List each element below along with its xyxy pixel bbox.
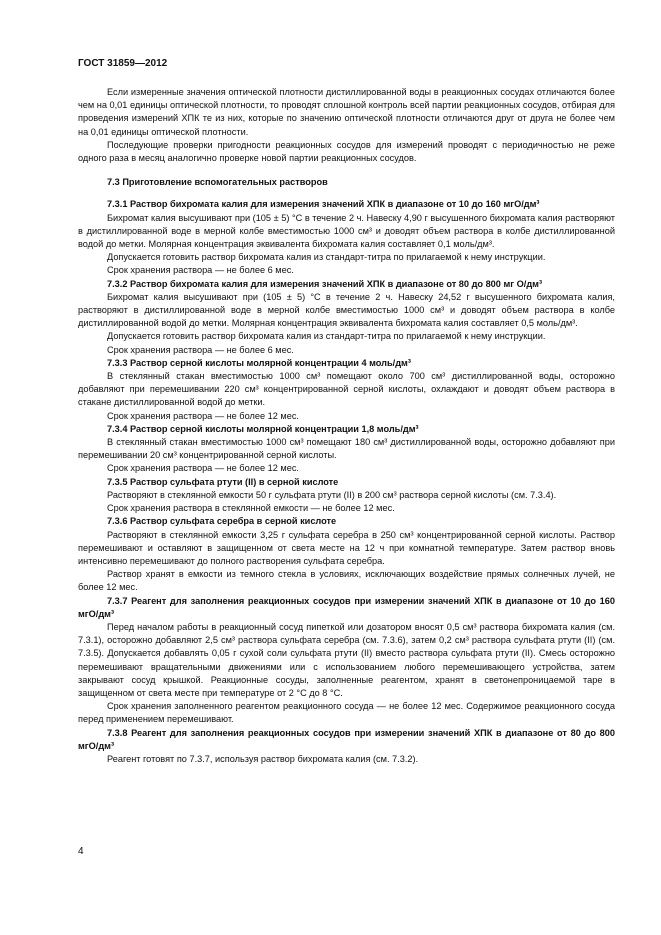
paragraph: Срок хранения раствора — не более 12 мес.	[107, 463, 299, 474]
subsection-heading: 7.3.3 Раствор серной кислоты молярной концентрации 4 моль/дм³	[107, 357, 411, 368]
paragraph: Срок хранения раствора — не более 6 мес.	[107, 265, 294, 276]
paragraph: Срок хранения раствора в стеклянной емкости — не более 12 мес.	[107, 503, 395, 514]
subsection-heading: 7.3.2 Раствор бихромата калия для измерения значений ХПК в диапазоне от 80 до 800 мг О/дм³	[107, 278, 543, 289]
paragraph: Перед началом работы в реакционный сосуд пипеткой или дозатором вносят 0,5 см³ раствора бихромата калия (см. 7.3.1), осторожно добавляют 2,5 см³ раствора сульфата серебра (см. 7.3.6), затем 0,2 см³ раствора сульфата ртути (II) (см. 7.3.5). Допускается добавлять 0,05 г сухой соли сульфата ртути (II) вместо раствора сульфата ртути (II). Смесь осторожно перемешивают вращательными движениями или с использованием любого перемешивающего устройства, затем закрывают сосуд крышкой. Реакционные сосуды, заполненные реагентом, хранят в светонепроницаемой таре в защищенном от света месте при температуре от 2 °С до 8 °С.	[78, 621, 615, 698]
section-heading: 7.3 Приготовление вспомогательных растворов	[107, 177, 328, 188]
paragraph: Срок хранения заполненного реагентом реакционного сосуда — не более 12 мес. Содержимое реакционного сосуда перед применением перемешивают.	[78, 701, 615, 725]
paragraph: В стеклянный стакан вместимостью 1000 см³ помещают 180 см³ дистиллированной воды, осторожно добавляют при перемешивании 20 см³ концентрированной серной кислоты.	[78, 437, 615, 461]
paragraph: Растворяют в стеклянной емкости 50 г сульфата ртути (II) в 200 см³ раствора серной кислоты (см. 7.3.4).	[107, 489, 557, 500]
document-header: ГОСТ 31859—2012	[78, 58, 168, 69]
paragraph: Растворяют в стеклянной емкости 3,25 г сульфата серебра в 250 см³ концентрированной серной кислоты. Раствор перемешивают и оставляют в защищенном от света месте на 12 ч при комнатной температуре. Затем раствор вновь интенсивно перемешивают до полного растворения сульфата серебра.	[78, 529, 615, 566]
paragraph: Допускается готовить раствор бихромата калия из стандарт-титра по прилагаемой к нему инструкции.	[107, 331, 546, 342]
paragraph: Срок хранения раствора — не более 6 мес.	[107, 344, 294, 355]
paragraph: Если измеренные значения оптической плотности дистиллированной воды в реакционных сосудах отличаются более чем на 0,01 единицы оптической плотности, то проводят сплошной контроль всей партии реакционных сосудов, отбирая для проведения измерений ХПК те из них, которые по значению оптической плотности отличаются друг от друга не более чем на 0,01 единицы оптической плотности.	[78, 87, 615, 137]
subsection-heading: 7.3.8 Реагент для заполнения реакционных сосудов при измерении значений ХПК в диапазоне от 80 до 800 мгО/дм³	[78, 727, 615, 751]
subsection-heading: 7.3.4 Раствор серной кислоты молярной концентрации 1,8 моль/дм³	[107, 423, 419, 434]
paragraph: Допускается готовить раствор бихромата калия из стандарт-титра по прилагаемой к нему инструкции.	[107, 252, 546, 263]
subsection-heading: 7.3.6 Раствор сульфата серебра в серной кислоте	[107, 516, 337, 527]
page-number: 4	[78, 846, 84, 857]
paragraph: Бихромат калия высушивают при (105 ± 5) °С в течение 2 ч. Навеску 24,52 г высушенного бихромата калия, растворяют в дистиллированной воде в мерной колбе вместимостью 1000 см³ и доводят объем раствора в колбе дистиллированной водой до метки. Молярная концентрация эквивалента бихромата калия составляет 0,5 моль/дм³.	[78, 291, 615, 329]
paragraph: Раствор хранят в емкости из темного стекла в условиях, исключающих воздействие прямых солнечных лучей, не более 12 мес.	[78, 569, 615, 593]
document-body	[78, 86, 615, 766]
paragraph: Реагент готовят по 7.3.7, используя раствор бихромата калия (см. 7.3.2).	[107, 753, 419, 764]
subsection-heading: 7.3.1 Раствор бихромата калия для измерения значений ХПК в диапазоне от 10 до 160 мгО/дм³	[107, 199, 540, 210]
subsection-heading: 7.3.7 Реагент для заполнения реакционных сосудов при измерении значений ХПК в диапазоне от 10 до 160 мгО/дм³	[78, 595, 615, 619]
subsection-heading: 7.3.5 Раствор сульфата ртути (II) в серной кислоте	[107, 476, 339, 487]
paragraph: Бихромат калия высушивают при (105 ± 5) °С в течение 2 ч. Навеску 4,90 г высушенного бихромата калия растворяют в дистиллированной воде в мерной колбе вместимостью 1000 см³ и доводят объем раствора в колбе дистиллированной водой до метки. Молярная концентрация эквивалента бихромата калия составляет 0,1 моль/дм³.	[78, 212, 615, 250]
paragraph: Последующие проверки пригодности реакционных сосудов для измерений проводят с периодичностью не реже одного раза в месяц аналогично проверке новой партии реакционных сосудов.	[78, 139, 615, 164]
paragraph: В стеклянный стакан вместимостью 1000 см³ помещают около 700 см³ дистиллированной воды, осторожно добавляют при перемешивании 220 см³ концентрированной серной кислоты, охлаждают и доводят объем раствора в стакане дистиллированной водой до метки.	[78, 371, 615, 408]
paragraph: Срок хранения раствора — не более 12 мес.	[107, 410, 299, 421]
